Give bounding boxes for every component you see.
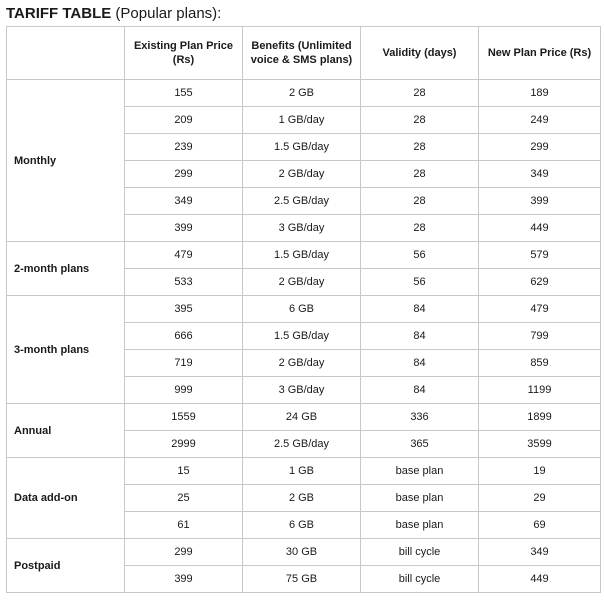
cell-validity: 28 (361, 107, 479, 134)
cell-validity: base plan (361, 458, 479, 485)
cell-validity: 84 (361, 323, 479, 350)
cell-existing-price: 15 (125, 458, 243, 485)
cell-validity: 28 (361, 134, 479, 161)
header-cell-existing-price: Existing Plan Price (Rs) (125, 27, 243, 80)
cell-existing-price: 395 (125, 296, 243, 323)
cell-benefits: 2.5 GB/day (243, 188, 361, 215)
title-rest: (Popular plans): (111, 5, 222, 22)
table-row (7, 80, 601, 107)
cell-benefits: 75 GB (243, 566, 361, 593)
cell-validity: 84 (361, 377, 479, 404)
cell-validity: 28 (361, 215, 479, 242)
group-label: Monthly (7, 80, 125, 242)
cell-existing-price: 399 (125, 566, 243, 593)
cell-benefits: 2.5 GB/day (243, 431, 361, 458)
cell-new-price: 629 (479, 269, 601, 296)
page-title (6, 4, 221, 24)
cell-existing-price: 25 (125, 485, 243, 512)
cell-new-price: 249 (479, 107, 601, 134)
cell-new-price: 579 (479, 242, 601, 269)
cell-benefits: 3 GB/day (243, 377, 361, 404)
cell-validity: bill cycle (361, 566, 479, 593)
header-cell-validity: Validity (days) (361, 27, 479, 80)
cell-validity: 56 (361, 242, 479, 269)
cell-validity: 56 (361, 269, 479, 296)
cell-benefits: 2 GB (243, 80, 361, 107)
cell-validity: base plan (361, 485, 479, 512)
cell-validity: 28 (361, 161, 479, 188)
cell-existing-price: 999 (125, 377, 243, 404)
cell-new-price: 479 (479, 296, 601, 323)
cell-new-price: 69 (479, 512, 601, 539)
cell-existing-price: 2999 (125, 431, 243, 458)
table-row (7, 458, 601, 485)
header-row (7, 27, 601, 80)
cell-new-price: 1899 (479, 404, 601, 431)
cell-new-price: 449 (479, 215, 601, 242)
group-label: 3-month plans (7, 296, 125, 404)
cell-benefits: 2 GB (243, 485, 361, 512)
title-bold: TARIFF TABLE (6, 5, 112, 22)
cell-new-price: 29 (479, 485, 601, 512)
cell-benefits: 1 GB/day (243, 107, 361, 134)
cell-benefits: 1.5 GB/day (243, 242, 361, 269)
cell-validity: 84 (361, 350, 479, 377)
cell-new-price: 189 (479, 80, 601, 107)
cell-benefits: 6 GB (243, 296, 361, 323)
cell-benefits: 3 GB/day (243, 215, 361, 242)
cell-benefits: 1 GB (243, 458, 361, 485)
cell-existing-price: 239 (125, 134, 243, 161)
table-body (7, 80, 601, 593)
group-label: Data add-on (7, 458, 125, 539)
cell-new-price: 299 (479, 134, 601, 161)
cell-new-price: 859 (479, 350, 601, 377)
group-label: 2-month plans (7, 242, 125, 296)
cell-existing-price: 479 (125, 242, 243, 269)
cell-benefits: 30 GB (243, 539, 361, 566)
header-cell-benefits: Benefits (Unlimited voice & SMS plans) (243, 27, 361, 80)
cell-new-price: 349 (479, 539, 601, 566)
cell-benefits: 2 GB/day (243, 269, 361, 296)
cell-existing-price: 155 (125, 80, 243, 107)
group-label: Postpaid (7, 539, 125, 593)
cell-existing-price: 209 (125, 107, 243, 134)
cell-validity: base plan (361, 512, 479, 539)
cell-benefits: 6 GB (243, 512, 361, 539)
cell-existing-price: 399 (125, 215, 243, 242)
cell-new-price: 449 (479, 566, 601, 593)
cell-validity: 84 (361, 296, 479, 323)
header-cell-new-price: New Plan Price (Rs) (479, 27, 601, 80)
cell-benefits: 1.5 GB/day (243, 134, 361, 161)
cell-benefits: 2 GB/day (243, 350, 361, 377)
cell-new-price: 799 (479, 323, 601, 350)
table-row (7, 242, 601, 269)
cell-new-price: 3599 (479, 431, 601, 458)
cell-existing-price: 533 (125, 269, 243, 296)
table-row (7, 404, 601, 431)
cell-existing-price: 666 (125, 323, 243, 350)
cell-validity: bill cycle (361, 539, 479, 566)
cell-existing-price: 299 (125, 161, 243, 188)
cell-benefits: 1.5 GB/day (243, 323, 361, 350)
cell-new-price: 19 (479, 458, 601, 485)
cell-existing-price: 299 (125, 539, 243, 566)
table-row (7, 539, 601, 566)
header-cell-category (7, 27, 125, 80)
cell-existing-price: 1559 (125, 404, 243, 431)
cell-validity: 28 (361, 80, 479, 107)
cell-new-price: 1199 (479, 377, 601, 404)
group-label: Annual (7, 404, 125, 458)
cell-new-price: 349 (479, 161, 601, 188)
cell-new-price: 399 (479, 188, 601, 215)
cell-validity: 365 (361, 431, 479, 458)
cell-existing-price: 61 (125, 512, 243, 539)
table-row (7, 296, 601, 323)
cell-benefits: 24 GB (243, 404, 361, 431)
cell-existing-price: 349 (125, 188, 243, 215)
cell-validity: 336 (361, 404, 479, 431)
tariff-table (6, 26, 601, 593)
cell-existing-price: 719 (125, 350, 243, 377)
cell-validity: 28 (361, 188, 479, 215)
cell-benefits: 2 GB/day (243, 161, 361, 188)
